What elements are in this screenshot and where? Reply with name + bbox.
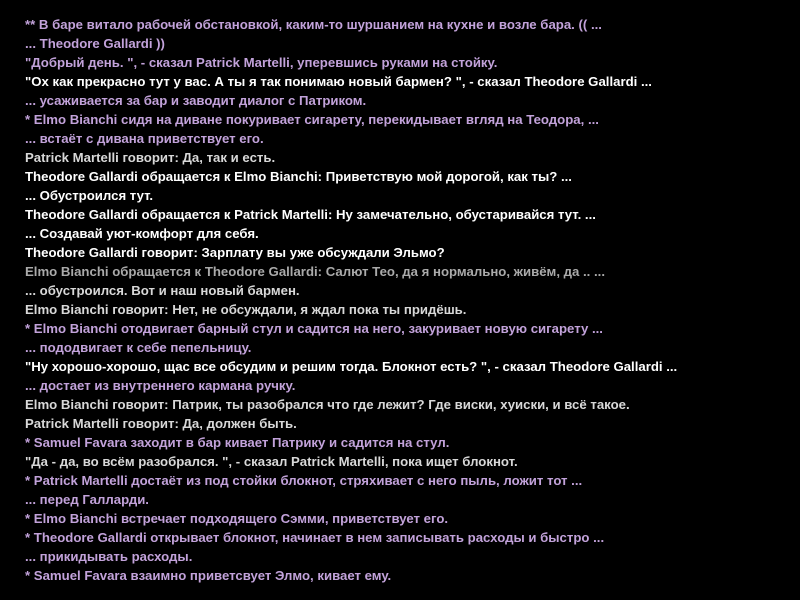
chat-line: * Elmo Bianchi сидя на диване покуривает сигарету, перекидывает вгляд на Теодора, ... <box>25 112 599 127</box>
chat-line: Elmo Bianchi говорит: Патрик, ты разобрался что где лежит? Где виски, хуиски, и всё такое. <box>25 397 630 412</box>
chat-line: * Theodore Gallardi открывает блокнот, начинает в нем записывать расходы и быстро ... <box>25 530 605 545</box>
chat-line: ... прикидывать расходы. <box>25 549 193 564</box>
chat-log <box>25 15 795 585</box>
chat-line: Patrick Martelli говорит: Да, должен быть. <box>25 416 297 431</box>
chat-line: "Добрый день. ", - сказал Patrick Martelli, уперевшись руками на стойку. <box>25 55 498 70</box>
chat-line: ... встаёт с дивана приветствует его. <box>25 131 264 146</box>
chat-line: ... Обустроился тут. <box>25 188 154 203</box>
chat-line: ... Создавай уют-комфорт для себя. <box>25 226 259 241</box>
chat-line: Elmo Bianchi говорит: Нет, не обсуждали, я ждал пока ты придёшь. <box>25 302 467 317</box>
chat-line: Theodore Gallardi обращается к Patrick Martelli: Ну замечательно, обустаривайся тут. ... <box>25 207 596 222</box>
chat-line: * Elmo Bianchi встречает подходящего Сэмми, приветствует его. <box>25 511 449 526</box>
chat-line: * Samuel Favara заходит в бар кивает Патрику и садится на стул. <box>25 435 450 450</box>
chat-line: Elmo Bianchi обращается к Theodore Gallardi: Салют Тео, да я нормально, живём, да .. ... <box>25 264 605 279</box>
chat-line: Theodore Gallardi говорит: Зарплату вы уже обсуждали Эльмо? <box>25 245 445 260</box>
chat-line: ... Theodore Gallardi )) <box>25 36 165 51</box>
chat-line: ** В баре витало рабочей обстановкой, каким-то шуршанием на кухне и возле бара. (( ... <box>25 17 602 32</box>
chat-line: Theodore Gallardi обращается к Elmo Bianchi: Приветствую мой дорогой, как ты? ... <box>25 169 572 184</box>
chat-line: ... пододвигает к себе пепельницу. <box>25 340 252 355</box>
chat-line: * Patrick Martelli достаёт из под стойки блокнот, стряхивает с него пыль, ложит тот ... <box>25 473 583 488</box>
chat-line: ... достает из внутреннего кармана ручку. <box>25 378 296 393</box>
chat-line: ... усаживается за бар и заводит диалог с Патриком. <box>25 93 367 108</box>
chat-line: * Elmo Bianchi отодвигает барный стул и садится на него, закуривает новую сигарету ... <box>25 321 603 336</box>
chat-line: "Ну хорошо-хорошо, щас все обсудим и решим тогда. Блокнот есть? ", - сказал Theodore Gallardi ... <box>25 359 678 374</box>
chat-line: Patrick Martelli говорит: Да, так и есть. <box>25 150 276 165</box>
chat-line: "Ох как прекрасно тут у вас. А ты я так понимаю новый бармен? ", - сказал Theodore Gallardi ... <box>25 74 652 89</box>
chat-line: ... обустроился. Вот и наш новый бармен. <box>25 283 300 298</box>
chat-line: "Да - да, во всём разобрался. ", - сказал Patrick Martelli, пока ищет блокнот. <box>25 454 518 469</box>
chat-line: ... перед Галларди. <box>25 492 149 507</box>
chat-line: * Samuel Favara взаимно приветсвует Элмо, кивает ему. <box>25 568 392 583</box>
